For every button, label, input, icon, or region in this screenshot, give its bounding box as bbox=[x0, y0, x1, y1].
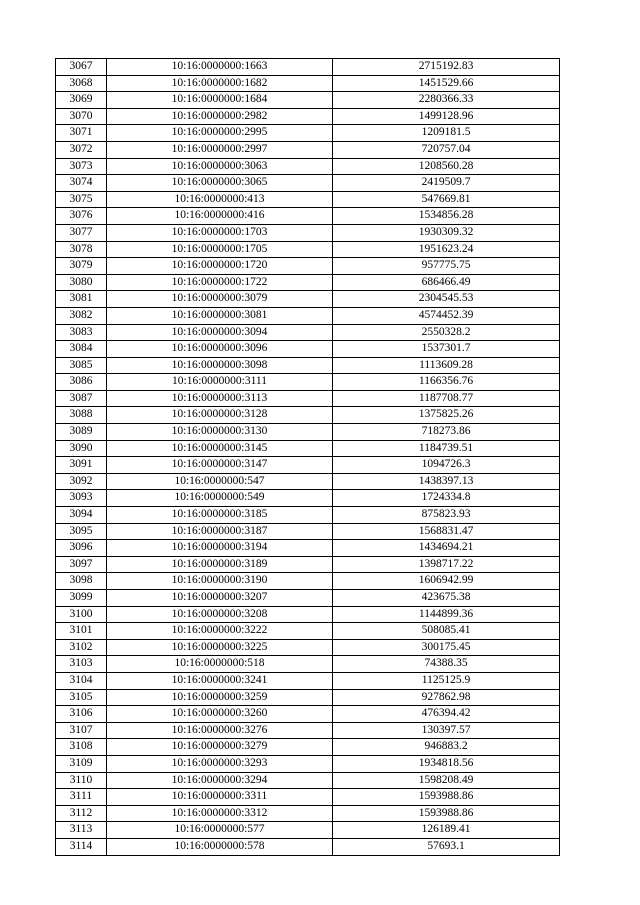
row-number-cell: 3076 bbox=[56, 208, 107, 225]
cadastral-number-cell: 10:16:0000000:3208 bbox=[107, 606, 333, 623]
row-number-cell: 3090 bbox=[56, 440, 107, 457]
row-number-cell: 3075 bbox=[56, 191, 107, 208]
table-row bbox=[56, 789, 560, 806]
row-number-cell: 3077 bbox=[56, 224, 107, 241]
table-row bbox=[56, 656, 560, 673]
row-number-cell: 3103 bbox=[56, 656, 107, 673]
value-cell: 130397.57 bbox=[333, 722, 560, 739]
cadastral-number-cell: 10:16:0000000:3222 bbox=[107, 623, 333, 640]
table-row bbox=[56, 424, 560, 441]
table-row bbox=[56, 822, 560, 839]
row-number-cell: 3073 bbox=[56, 158, 107, 175]
value-cell: 1113609.28 bbox=[333, 357, 560, 374]
value-cell: 476394.42 bbox=[333, 706, 560, 723]
value-cell: 1094726.3 bbox=[333, 457, 560, 474]
row-number-cell: 3071 bbox=[56, 125, 107, 142]
cadastral-number-cell: 10:16:0000000:3113 bbox=[107, 390, 333, 407]
table-row bbox=[56, 606, 560, 623]
row-number-cell: 3084 bbox=[56, 341, 107, 358]
row-number-cell: 3113 bbox=[56, 822, 107, 839]
cadastral-number-cell: 10:16:0000000:2997 bbox=[107, 141, 333, 158]
value-cell: 875823.93 bbox=[333, 507, 560, 524]
row-number-cell: 3106 bbox=[56, 706, 107, 723]
row-number-cell: 3110 bbox=[56, 772, 107, 789]
row-number-cell: 3092 bbox=[56, 473, 107, 490]
table-row bbox=[56, 92, 560, 109]
table-row bbox=[56, 175, 560, 192]
table-row bbox=[56, 357, 560, 374]
value-cell: 2419509.7 bbox=[333, 175, 560, 192]
table-row bbox=[56, 141, 560, 158]
table-row bbox=[56, 722, 560, 739]
cadastral-number-cell: 10:16:0000000:3207 bbox=[107, 590, 333, 607]
row-number-cell: 3070 bbox=[56, 108, 107, 125]
row-number-cell: 3098 bbox=[56, 573, 107, 590]
table-row bbox=[56, 241, 560, 258]
cadastral-number-cell: 10:16:0000000:3225 bbox=[107, 639, 333, 656]
cadastral-number-cell: 10:16:0000000:3147 bbox=[107, 457, 333, 474]
table-row bbox=[56, 755, 560, 772]
row-number-cell: 3112 bbox=[56, 805, 107, 822]
table-row bbox=[56, 108, 560, 125]
value-cell: 2304545.53 bbox=[333, 291, 560, 308]
value-cell: 547669.81 bbox=[333, 191, 560, 208]
value-cell: 1438397.13 bbox=[333, 473, 560, 490]
row-number-cell: 3094 bbox=[56, 507, 107, 524]
table-row bbox=[56, 507, 560, 524]
row-number-cell: 3088 bbox=[56, 407, 107, 424]
cadastral-number-cell: 10:16:0000000:413 bbox=[107, 191, 333, 208]
value-cell: 720757.04 bbox=[333, 141, 560, 158]
table-row bbox=[56, 540, 560, 557]
row-number-cell: 3078 bbox=[56, 241, 107, 258]
value-cell: 4574452.39 bbox=[333, 307, 560, 324]
cadastral-number-cell: 10:16:0000000:3111 bbox=[107, 374, 333, 391]
row-number-cell: 3079 bbox=[56, 258, 107, 275]
row-number-cell: 3080 bbox=[56, 274, 107, 291]
cadastral-number-cell: 10:16:0000000:3128 bbox=[107, 407, 333, 424]
cadastral-number-cell: 10:16:0000000:1684 bbox=[107, 92, 333, 109]
value-cell: 1724334.8 bbox=[333, 490, 560, 507]
value-cell: 1125125.9 bbox=[333, 672, 560, 689]
value-cell: 1534856.28 bbox=[333, 208, 560, 225]
value-cell: 1598208.49 bbox=[333, 772, 560, 789]
cadastral-number-cell: 10:16:0000000:3079 bbox=[107, 291, 333, 308]
cadastral-number-cell: 10:16:0000000:3241 bbox=[107, 672, 333, 689]
cadastral-number-cell: 10:16:0000000:3081 bbox=[107, 307, 333, 324]
table-row bbox=[56, 407, 560, 424]
row-number-cell: 3089 bbox=[56, 424, 107, 441]
table-row bbox=[56, 440, 560, 457]
cadastral-number-cell: 10:16:0000000:3294 bbox=[107, 772, 333, 789]
cadastral-number-cell: 10:16:0000000:3260 bbox=[107, 706, 333, 723]
row-number-cell: 3072 bbox=[56, 141, 107, 158]
table-row bbox=[56, 739, 560, 756]
value-cell: 1144899.36 bbox=[333, 606, 560, 623]
cadastral-value-table bbox=[55, 58, 560, 856]
cadastral-number-cell: 10:16:0000000:1663 bbox=[107, 59, 333, 76]
value-cell: 1187708.77 bbox=[333, 390, 560, 407]
row-number-cell: 3083 bbox=[56, 324, 107, 341]
table-row bbox=[56, 556, 560, 573]
cadastral-number-cell: 10:16:0000000:1722 bbox=[107, 274, 333, 291]
value-cell: 423675.38 bbox=[333, 590, 560, 607]
table-row bbox=[56, 523, 560, 540]
table-row bbox=[56, 191, 560, 208]
table-row bbox=[56, 125, 560, 142]
value-cell: 1166356.76 bbox=[333, 374, 560, 391]
cadastral-number-cell: 10:16:0000000:3189 bbox=[107, 556, 333, 573]
value-cell: 2280366.33 bbox=[333, 92, 560, 109]
cadastral-number-cell: 10:16:0000000:1705 bbox=[107, 241, 333, 258]
table-row bbox=[56, 75, 560, 92]
table-row bbox=[56, 457, 560, 474]
row-number-cell: 3108 bbox=[56, 739, 107, 756]
cadastral-number-cell: 10:16:0000000:1703 bbox=[107, 224, 333, 241]
row-number-cell: 3068 bbox=[56, 75, 107, 92]
row-number-cell: 3087 bbox=[56, 390, 107, 407]
row-number-cell: 3114 bbox=[56, 838, 107, 855]
row-number-cell: 3086 bbox=[56, 374, 107, 391]
row-number-cell: 3099 bbox=[56, 590, 107, 607]
cadastral-number-cell: 10:16:0000000:3098 bbox=[107, 357, 333, 374]
value-cell: 1375825.26 bbox=[333, 407, 560, 424]
cadastral-number-cell: 10:16:0000000:1682 bbox=[107, 75, 333, 92]
table-row bbox=[56, 224, 560, 241]
row-number-cell: 3097 bbox=[56, 556, 107, 573]
value-cell: 1434694.21 bbox=[333, 540, 560, 557]
table-row bbox=[56, 838, 560, 855]
value-cell: 1930309.32 bbox=[333, 224, 560, 241]
table-body bbox=[56, 59, 560, 856]
row-number-cell: 3104 bbox=[56, 672, 107, 689]
table-row bbox=[56, 258, 560, 275]
table-row bbox=[56, 158, 560, 175]
table-row bbox=[56, 689, 560, 706]
row-number-cell: 3074 bbox=[56, 175, 107, 192]
cadastral-number-cell: 10:16:0000000:3279 bbox=[107, 739, 333, 756]
cadastral-number-cell: 10:16:0000000:3096 bbox=[107, 341, 333, 358]
row-number-cell: 3096 bbox=[56, 540, 107, 557]
table-row bbox=[56, 324, 560, 341]
table-row bbox=[56, 390, 560, 407]
value-cell: 508085.41 bbox=[333, 623, 560, 640]
table-row bbox=[56, 59, 560, 76]
table-row bbox=[56, 374, 560, 391]
value-cell: 300175.45 bbox=[333, 639, 560, 656]
value-cell: 2550328.2 bbox=[333, 324, 560, 341]
table-row bbox=[56, 274, 560, 291]
cadastral-number-cell: 10:16:0000000:3065 bbox=[107, 175, 333, 192]
cadastral-number-cell: 10:16:0000000:3190 bbox=[107, 573, 333, 590]
cadastral-number-cell: 10:16:0000000:547 bbox=[107, 473, 333, 490]
cadastral-number-cell: 10:16:0000000:549 bbox=[107, 490, 333, 507]
row-number-cell: 3082 bbox=[56, 307, 107, 324]
value-cell: 1951623.24 bbox=[333, 241, 560, 258]
table-row bbox=[56, 639, 560, 656]
value-cell: 957775.75 bbox=[333, 258, 560, 275]
table-row bbox=[56, 573, 560, 590]
row-number-cell: 3111 bbox=[56, 789, 107, 806]
table-row bbox=[56, 805, 560, 822]
cadastral-number-cell: 10:16:0000000:416 bbox=[107, 208, 333, 225]
table-row bbox=[56, 623, 560, 640]
row-number-cell: 3107 bbox=[56, 722, 107, 739]
row-number-cell: 3101 bbox=[56, 623, 107, 640]
table-row bbox=[56, 672, 560, 689]
row-number-cell: 3085 bbox=[56, 357, 107, 374]
row-number-cell: 3109 bbox=[56, 755, 107, 772]
cadastral-number-cell: 10:16:0000000:3094 bbox=[107, 324, 333, 341]
table-row bbox=[56, 772, 560, 789]
cadastral-number-cell: 10:16:0000000:3259 bbox=[107, 689, 333, 706]
value-cell: 1606942.99 bbox=[333, 573, 560, 590]
cadastral-number-cell: 10:16:0000000:1720 bbox=[107, 258, 333, 275]
cadastral-number-cell: 10:16:0000000:577 bbox=[107, 822, 333, 839]
value-cell: 1208560.28 bbox=[333, 158, 560, 175]
value-cell: 1184739.51 bbox=[333, 440, 560, 457]
value-cell: 1568831.47 bbox=[333, 523, 560, 540]
cadastral-number-cell: 10:16:0000000:3185 bbox=[107, 507, 333, 524]
row-number-cell: 3095 bbox=[56, 523, 107, 540]
row-number-cell: 3081 bbox=[56, 291, 107, 308]
cadastral-number-cell: 10:16:0000000:3063 bbox=[107, 158, 333, 175]
row-number-cell: 3091 bbox=[56, 457, 107, 474]
row-number-cell: 3067 bbox=[56, 59, 107, 76]
value-cell: 2715192.83 bbox=[333, 59, 560, 76]
value-cell: 126189.41 bbox=[333, 822, 560, 839]
value-cell: 74388.35 bbox=[333, 656, 560, 673]
cadastral-number-cell: 10:16:0000000:3145 bbox=[107, 440, 333, 457]
value-cell: 1398717.22 bbox=[333, 556, 560, 573]
cadastral-number-cell: 10:16:0000000:3130 bbox=[107, 424, 333, 441]
value-cell: 718273.86 bbox=[333, 424, 560, 441]
table-row bbox=[56, 208, 560, 225]
cadastral-number-cell: 10:16:0000000:3312 bbox=[107, 805, 333, 822]
cadastral-number-cell: 10:16:0000000:3187 bbox=[107, 523, 333, 540]
value-cell: 1593988.86 bbox=[333, 789, 560, 806]
row-number-cell: 3100 bbox=[56, 606, 107, 623]
cadastral-number-cell: 10:16:0000000:3293 bbox=[107, 755, 333, 772]
value-cell: 57693.1 bbox=[333, 838, 560, 855]
table-row bbox=[56, 706, 560, 723]
value-cell: 1934818.56 bbox=[333, 755, 560, 772]
value-cell: 1451529.66 bbox=[333, 75, 560, 92]
cadastral-number-cell: 10:16:0000000:3276 bbox=[107, 722, 333, 739]
cadastral-number-cell: 10:16:0000000:3311 bbox=[107, 789, 333, 806]
table-row bbox=[56, 473, 560, 490]
value-cell: 1537301.7 bbox=[333, 341, 560, 358]
value-cell: 1209181.5 bbox=[333, 125, 560, 142]
value-cell: 927862.98 bbox=[333, 689, 560, 706]
value-cell: 1593988.86 bbox=[333, 805, 560, 822]
cadastral-number-cell: 10:16:0000000:578 bbox=[107, 838, 333, 855]
table-row bbox=[56, 490, 560, 507]
table-row bbox=[56, 341, 560, 358]
row-number-cell: 3105 bbox=[56, 689, 107, 706]
table-row bbox=[56, 307, 560, 324]
value-cell: 1499128.96 bbox=[333, 108, 560, 125]
cadastral-number-cell: 10:16:0000000:518 bbox=[107, 656, 333, 673]
cadastral-number-cell: 10:16:0000000:3194 bbox=[107, 540, 333, 557]
cadastral-number-cell: 10:16:0000000:2995 bbox=[107, 125, 333, 142]
row-number-cell: 3093 bbox=[56, 490, 107, 507]
value-cell: 686466.49 bbox=[333, 274, 560, 291]
value-cell: 946883.2 bbox=[333, 739, 560, 756]
row-number-cell: 3102 bbox=[56, 639, 107, 656]
cadastral-number-cell: 10:16:0000000:2982 bbox=[107, 108, 333, 125]
table-row bbox=[56, 291, 560, 308]
table-row bbox=[56, 590, 560, 607]
row-number-cell: 3069 bbox=[56, 92, 107, 109]
